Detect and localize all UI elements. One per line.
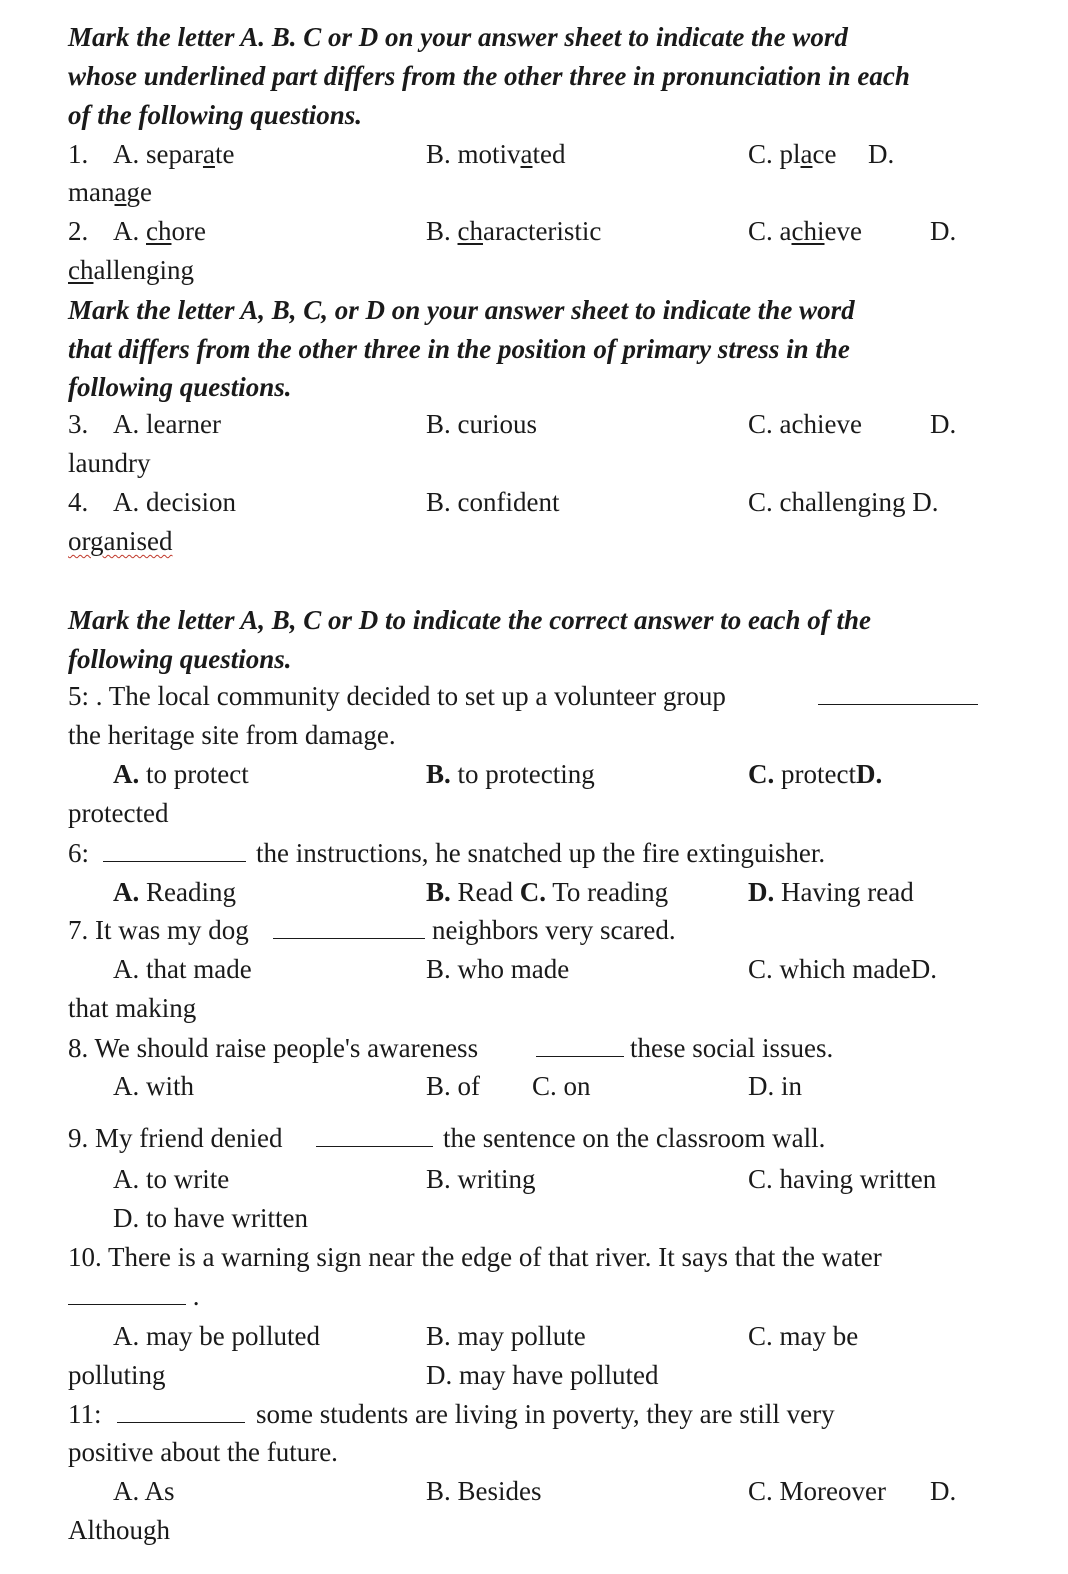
q9-option-b: B. writing — [426, 1164, 536, 1194]
q4-option-c: C. challenging D. — [748, 487, 939, 517]
q7-option-c: C. which madeD. — [748, 954, 937, 984]
q1-number: 1. — [68, 139, 89, 169]
q1-option-a: A. separate — [113, 139, 235, 169]
section2-instruction-line: that differs from the other three in the position of primary stress in the — [68, 334, 850, 364]
q8-option-a: A. with — [113, 1071, 194, 1101]
q9-option-d: D. to have written — [113, 1203, 308, 1233]
q3-option-a: A. learner — [113, 409, 221, 439]
q11-stem-cont: some students are living in poverty, they are still very — [256, 1399, 835, 1429]
q6-option-a: A. Reading — [113, 877, 236, 907]
section1-instruction-line: of the following questions. — [68, 100, 363, 130]
section2-instruction-line: following questions. — [68, 372, 292, 402]
q2-number: 2. — [68, 216, 89, 246]
q10-option-c-cont: polluting — [68, 1360, 166, 1390]
q10-option-d: D. may have polluted — [426, 1360, 659, 1390]
q8-blank — [536, 1032, 624, 1064]
q6-blank — [103, 837, 246, 869]
q11-blank — [117, 1398, 245, 1430]
spellcheck-word: organised — [68, 526, 173, 556]
q4-option-b: B. confident — [426, 487, 560, 517]
q9-blank — [316, 1122, 433, 1154]
q2-option-c: C. achieve — [748, 216, 862, 246]
q7-option-b: B. who made — [426, 954, 570, 984]
section3-instruction-line: Mark the letter A, B, C or D to indicate the correct answer to each of the — [68, 605, 871, 635]
q5-blank — [818, 680, 978, 712]
q11-stem: 11: — [68, 1399, 102, 1429]
q4-option-a: A. decision — [113, 487, 236, 517]
q6-stem-cont: the instructions, he snatched up the fire extinguisher. — [256, 838, 826, 868]
q10-option-b: B. may pollute — [426, 1321, 586, 1351]
q9-stem: 9. My friend denied — [68, 1123, 283, 1153]
q10-option-a: A. may be polluted — [113, 1321, 320, 1351]
q6-option-d: D. Having read — [748, 877, 914, 907]
q10-blank: . — [68, 1280, 200, 1312]
q3-option-c: C. achieve — [748, 409, 862, 439]
q5-option-d: protected — [68, 798, 169, 828]
q7-stem: 7. It was my dog — [68, 915, 249, 945]
q9-option-c: C. having written — [748, 1164, 937, 1194]
q10-option-c: C. may be — [748, 1321, 859, 1351]
section1-instruction-line: whose underlined part differs from the other three in pronunciation in each — [68, 61, 910, 91]
q1-option-d-label: D. — [868, 139, 895, 169]
q3-option-d-label: D. — [930, 409, 957, 439]
q11-stem-line2: positive about the future. — [68, 1437, 338, 1467]
q7-option-a: A. that made — [113, 954, 252, 984]
q7-option-d: that making — [68, 993, 197, 1023]
q11-option-d: Although — [68, 1515, 171, 1545]
q2-option-d: challenging — [68, 255, 194, 285]
q11-option-b: B. Besides — [426, 1476, 542, 1506]
q4-number: 4. — [68, 487, 89, 517]
q5-stem: 5: . The local community decided to set up a volunteer group — [68, 681, 726, 711]
q7-blank — [273, 914, 425, 946]
q5-option-a: A. to protect — [113, 759, 249, 789]
q8-option-c: C. on — [532, 1071, 591, 1101]
section3-instruction-line: following questions. — [68, 644, 292, 674]
q9-option-a: A. to write — [113, 1164, 230, 1194]
q2-option-d-label: D. — [930, 216, 957, 246]
q11-option-d-label: D. — [930, 1476, 957, 1506]
q6-stem: 6: — [68, 838, 90, 868]
q8-option-d: D. in — [748, 1071, 802, 1101]
q3-number: 3. — [68, 409, 89, 439]
q1-option-b: B. motivated — [426, 139, 566, 169]
q5-option-b: B. to protecting — [426, 759, 595, 789]
q2-option-a: A. chore — [113, 216, 206, 246]
q3-option-b: B. curious — [426, 409, 537, 439]
q8-option-b: B. of — [426, 1071, 480, 1101]
q11-option-c: C. Moreover — [748, 1476, 886, 1506]
q8-stem-cont: these social issues. — [630, 1033, 834, 1063]
q4-option-d — [68, 525, 172, 557]
q5-stem-cont: the heritage site from damage. — [68, 720, 396, 750]
q10-stem: 10. There is a warning sign near the edge of that river. It says that the water — [68, 1242, 882, 1272]
q5-option-c: C. protectD. — [748, 759, 883, 789]
q6-option-b-c: B. Read C. To reading — [426, 877, 669, 907]
q1-option-c: C. place — [748, 139, 837, 169]
q2-option-b: B. characteristic — [426, 216, 602, 246]
q3-option-d: laundry — [68, 448, 151, 478]
q11-option-a: A. As — [113, 1476, 175, 1506]
section1-instruction-line: Mark the letter A. B. C or D on your answer sheet to indicate the word — [68, 22, 848, 52]
q1-option-d: manage — [68, 177, 152, 207]
q8-stem: 8. We should raise people's awareness — [68, 1033, 479, 1063]
q7-stem-cont: neighbors very scared. — [432, 915, 676, 945]
q9-stem-cont: the sentence on the classroom wall. — [443, 1123, 826, 1153]
section2-instruction-line: Mark the letter A, B, C, or D on your answer sheet to indicate the word — [68, 295, 855, 325]
